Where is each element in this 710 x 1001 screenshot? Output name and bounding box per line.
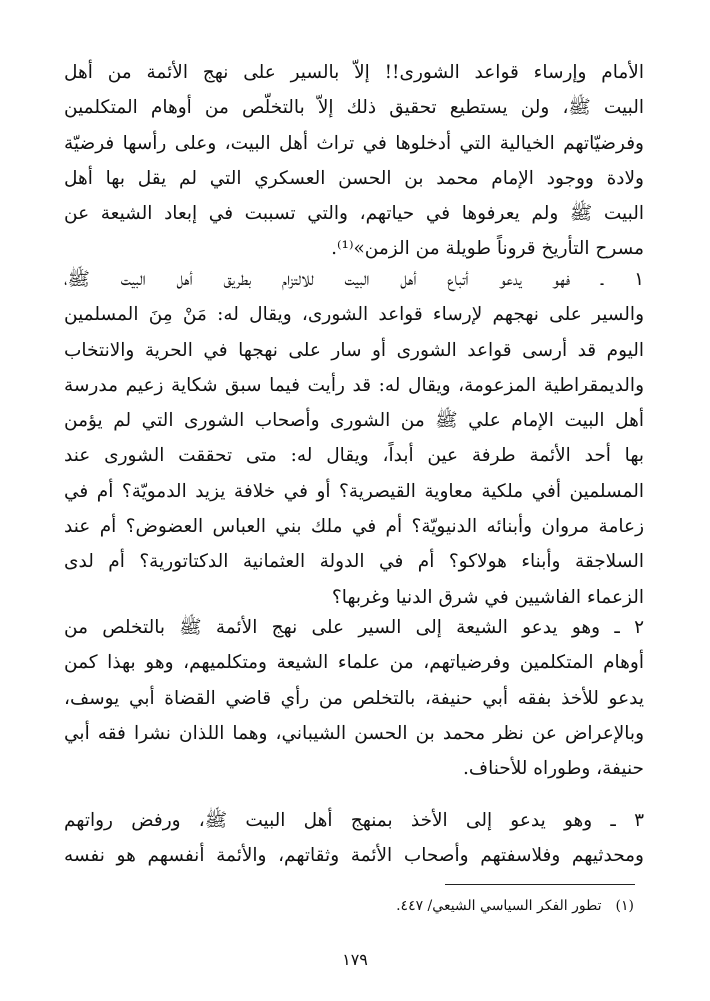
text-line: الأمام وإرساء قواعد الشورى!! إلاّ بالسير على نهج الأئمة من أهل [64,62,644,83]
text-line: حنيفة، وطوراه للأحناف. [463,758,644,780]
text-line: ولادة ووجود الإمام محمد بن الحسن العسكري التي لم يقل بها أهل [64,167,644,189]
text-line: وفرضيّاتهم الخيالية التي أدخلوها في تراث أهل البيت، وعلى رأسها فرضيّة [64,132,644,154]
text-line: المسلمين أفي ملكية معاوية القيصرية؟ أو في خلافة يزيد الدمويّة؟ أم في [64,480,644,502]
text-line: يدعو للأخذ بفقه أبي حنيفة، بالتخلص من رأي قاضي القضاة أبي يوسف، [64,687,644,709]
footnote-marker: (١) [615,898,634,914]
paragraph-point-1 [64,262,644,615]
paragraph-quote-continuation [64,55,644,267]
text-line: زعامة مروان وأبنائه الدنيويّة؟ أم في ملك بني العباس العضوض؟ أم عند [64,516,644,538]
text-line: السلاجقة وأبناء هولاكو؟ أم في الدولة العثمانية الدكتاتورية؟ أم لدى [64,551,644,573]
text-line: وبالإعراض عن نظر محمد بن الحسن الشيباني، وهما اللذان نشرا فقه أبي [64,722,644,744]
paragraph-point-3 [64,803,644,874]
text-line: ١ ـ فهو يدعو أتباع أهل البيت للالتزام بطريق أهل البيت ﷺ، [64,269,644,290]
page-number: ١٧٩ [342,950,368,969]
text-line: ٢ ـ وهو يدعو الشيعة إلى السير على نهج الأئمة ﷺ بالتخلص من [64,617,644,638]
text-line: الزعماء الفاشيين في شرق الدنيا وغربها؟ [331,586,644,608]
text-line: بها أحد الأئمة طرفة عين أبداً، ويقال له: متى تحققت الشورى عند [64,445,644,467]
text-line: أهل البيت الإمام علي ﷺ من الشورى وأصحاب الشورى التي لم يؤمن [64,410,644,432]
text-line: والديمقراطية المزعومة، ويقال له: قد رأيت فيما سبق شكاية زعيم مدرسة [64,374,644,396]
paragraph-point-2 [64,610,644,786]
text-line: البيت ﷺ، ولن يستطيع تحقيق ذلك إلاّ بالتخلّص من أوهام المتكلمين [64,97,644,119]
footnote-divider [445,884,635,885]
text-line: ٣ ـ وهو يدعو إلى الأخذ بمنهج أهل البيت ﷺ، ورفض رواتهم [64,810,644,831]
text-line: والسير على نهجهم لإرساء قواعد الشورى، ويقال له: مَنْ مِنَ المسلمين [64,304,644,326]
footnote-text: تطور الفكر السياسي الشيعي/ ٤٤٧. [396,898,602,914]
text-line: ومحدثيهم وفلاسفتهم وأصحاب الأئمة وثقاتهم، والأئمة أنفسهم هو نفسه [64,845,644,867]
text-line: البيت ﷺ ولم يعرفوها في حياتهم، والتي تسببت في إبعاد الشيعة عن [64,203,644,225]
text-line: أوهام المتكلمين وفرضياتهم، من علماء الشيعة ومتكلميهم، وهو بهذا كمن [64,652,644,674]
text-line: اليوم قد أرسى قواعد الشورى أو سار على نهجها في الحرية والانتخاب [64,339,644,361]
footnote [396,896,634,916]
text-line: مسرح التأريخ قروناً طويلة من الزمن»⁽¹⁾. [331,238,644,260]
